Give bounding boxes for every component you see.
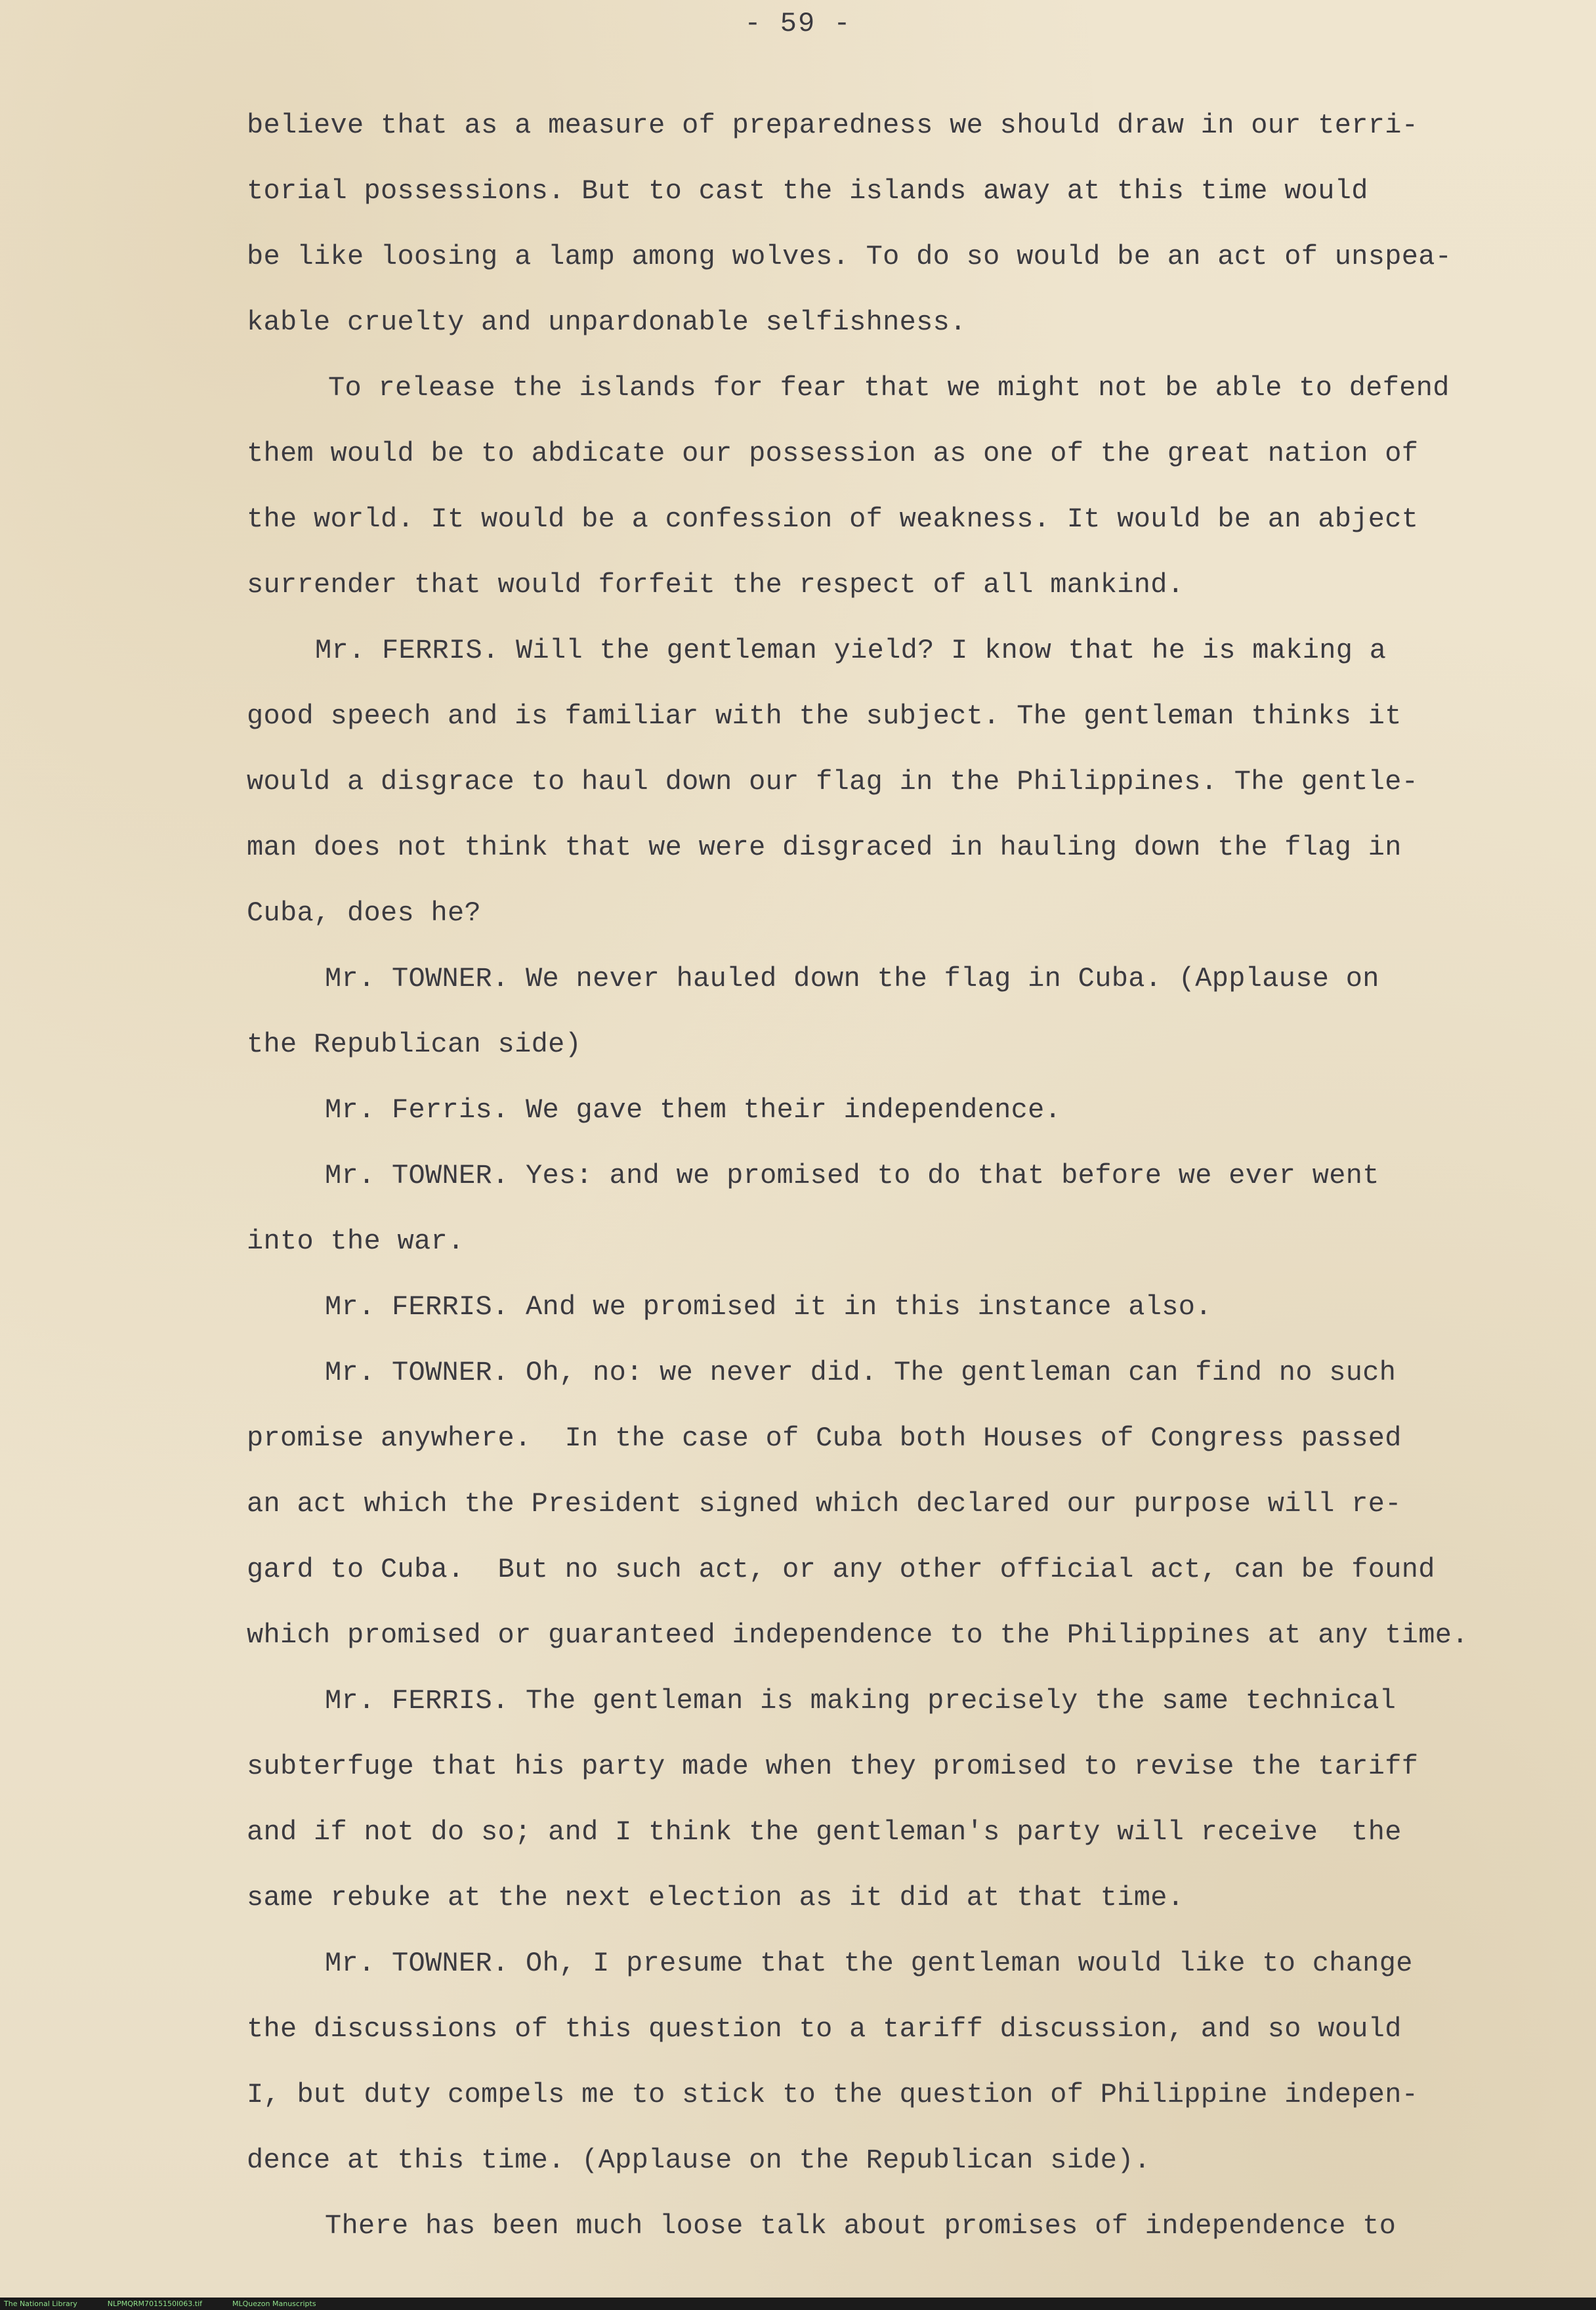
scan-footer: [0, 2298, 1596, 2310]
text-line: Mr. FERRIS. Will the gentleman yield? I know that he is making a: [315, 635, 1387, 666]
text-line: be like loosing a lamp among wolves. To do so would be an act of unspea-: [247, 241, 1452, 272]
text-line: Mr. TOWNER. We never hauled down the flag in Cuba. (Applause on: [325, 963, 1379, 995]
text-line: good speech and is familiar with the subject. The gentleman thinks it: [247, 700, 1402, 732]
text-line: Mr. TOWNER. Oh, no: we never did. The gentleman can find no such: [325, 1357, 1396, 1388]
footer-library: The National Library: [4, 2299, 77, 2308]
text-line: Mr. TOWNER. Yes: and we promised to do that before we ever went: [325, 1160, 1379, 1191]
footer-file: NLPMQRM7015150I063.tif: [107, 2299, 203, 2308]
text-line: would a disgrace to haul down our flag in the Philippines. The gentle-: [247, 766, 1419, 798]
text-line: gard to Cuba. But no such act, or any other official act, can be found: [247, 1554, 1435, 1585]
text-line: believe that as a measure of preparedness we should draw in our terri-: [247, 110, 1419, 141]
text-line: which promised or guaranteed independence to the Philippines at any time.: [247, 1619, 1469, 1651]
page-number: - 59 -: [744, 8, 852, 39]
text-line: them would be to abdicate our possession as one of the great nation of: [247, 438, 1419, 469]
text-line: and if not do so; and I think the gentleman's party will receive the: [247, 1816, 1402, 1848]
text-line: Mr. TOWNER. Oh, I presume that the gentleman would like to change: [325, 1948, 1413, 1979]
text-line: the Republican side): [247, 1029, 582, 1060]
text-line: man does not think that we were disgraced in hauling down the flag in: [247, 832, 1402, 863]
text-line: Mr. Ferris. We gave them their independence.: [325, 1094, 1062, 1126]
text-line: Mr. FERRIS. The gentleman is making precisely the same technical: [325, 1685, 1396, 1717]
text-line: Mr. FERRIS. And we promised it in this instance also.: [325, 1291, 1212, 1323]
text-line: Cuba, does he?: [247, 897, 482, 929]
text-line: surrender that would forfeit the respect of all mankind.: [247, 569, 1185, 601]
text-line: dence at this time. (Applause on the Republican side).: [247, 2145, 1151, 2176]
text-line: kable cruelty and unpardonable selfishness.: [247, 307, 967, 338]
text-line: the world. It would be a confession of weakness. It would be an abject: [247, 503, 1419, 535]
footer-collection: MLQuezon Manuscripts: [232, 2299, 316, 2308]
text-line: into the war.: [247, 1226, 465, 1257]
text-line: an act which the President signed which declared our purpose will re-: [247, 1488, 1402, 1520]
text-line: To release the islands for fear that we might not be able to defend: [328, 372, 1450, 404]
text-line: subterfuge that his party made when they promised to revise the tariff: [247, 1751, 1419, 1782]
text-line: torial possessions. But to cast the islands away at this time would: [247, 175, 1368, 207]
text-line: the discussions of this question to a tariff discussion, and so would: [247, 2013, 1402, 2045]
text-line: same rebuke at the next election as it did at that time.: [247, 1882, 1185, 1914]
text-line: There has been much loose talk about promises of independence to: [325, 2210, 1396, 2242]
text-line: promise anywhere. In the case of Cuba both Houses of Congress passed: [247, 1422, 1402, 1454]
text-line: I, but duty compels me to stick to the question of Philippine indepen-: [247, 2079, 1419, 2110]
